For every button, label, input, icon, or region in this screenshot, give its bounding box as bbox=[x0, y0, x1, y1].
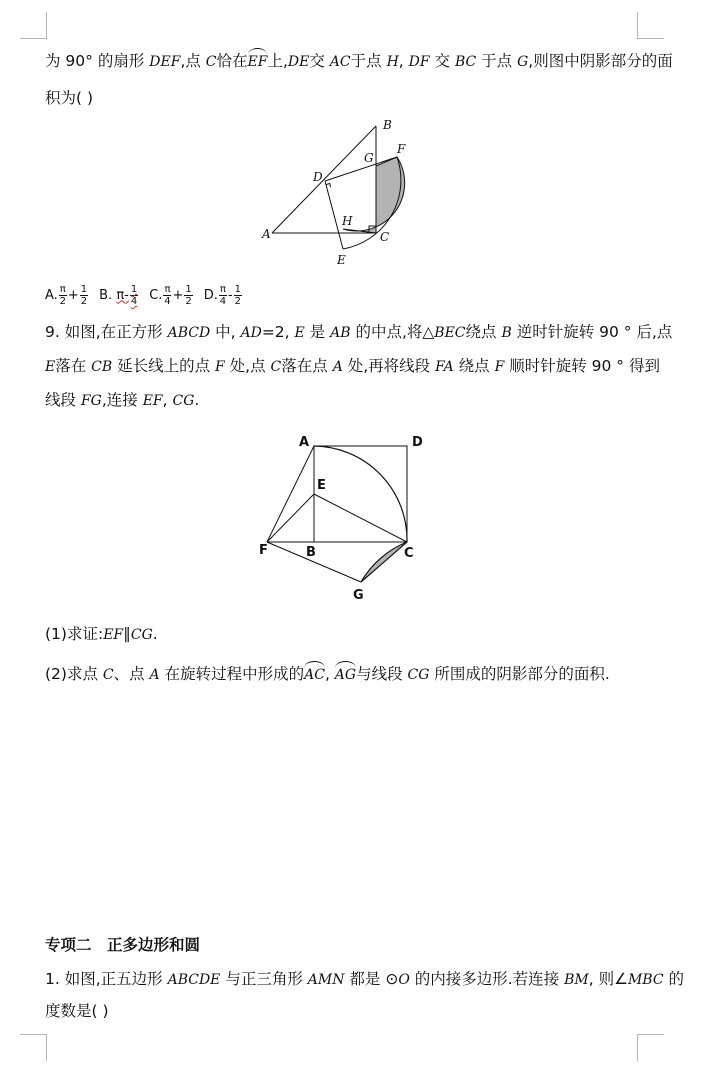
problem-9-line-2 bbox=[45, 355, 660, 378]
arc-notation: AG bbox=[335, 664, 356, 686]
segment-ec bbox=[314, 494, 407, 542]
math-var: AMN bbox=[307, 972, 345, 988]
text: , 则∠ bbox=[588, 970, 628, 988]
square-abcd bbox=[314, 446, 407, 542]
choice-d[interactable] bbox=[204, 284, 243, 307]
text: 处,再将线段 bbox=[342, 357, 436, 375]
math-var: C bbox=[205, 54, 217, 70]
fraction: $\frac{1}{2}$ bbox=[234, 284, 242, 307]
label-e: E bbox=[317, 478, 326, 493]
label-f: F bbox=[397, 142, 406, 156]
label-h: H bbox=[342, 214, 353, 228]
segment-ef bbox=[267, 494, 314, 542]
operator: - bbox=[227, 287, 233, 303]
choice-b[interactable] bbox=[99, 284, 139, 307]
section-2-q1-line-1 bbox=[45, 968, 684, 991]
fraction: $\frac{1}{2}$ bbox=[185, 284, 192, 307]
math-var: FA bbox=[435, 359, 454, 375]
choice-letter: B. bbox=[99, 287, 113, 303]
fraction: $\frac{1}{2}$ bbox=[80, 284, 88, 307]
math-var: EF bbox=[142, 393, 163, 409]
choice-b-expression: π- bbox=[116, 287, 129, 303]
choice-letter: A. bbox=[45, 287, 58, 303]
math-var: H bbox=[386, 54, 399, 70]
math-var: FG bbox=[80, 393, 102, 409]
math-var: O bbox=[398, 972, 410, 988]
label-b: B bbox=[383, 118, 392, 132]
math-var: EF bbox=[103, 627, 124, 643]
text: 逆时针旋转 90 ° 后,点 bbox=[511, 323, 673, 341]
text: 延长线上的点 bbox=[112, 357, 216, 375]
math-var: AB bbox=[330, 325, 351, 341]
text: , bbox=[398, 52, 409, 70]
segment-ab bbox=[272, 126, 376, 233]
math-var: CB bbox=[91, 359, 113, 375]
fraction: $\frac{\pi}{2}$ bbox=[59, 284, 66, 307]
text: ,连接 bbox=[101, 391, 143, 409]
label-g: G bbox=[353, 588, 364, 603]
choice-a[interactable] bbox=[45, 284, 89, 307]
math-var: AC bbox=[329, 54, 351, 70]
math-var: DE bbox=[287, 54, 310, 70]
operator: + bbox=[172, 287, 184, 303]
problem-9-part-1 bbox=[45, 623, 158, 646]
text: ,则图中阴影部分的面 bbox=[528, 52, 673, 70]
prev-problem-line-1 bbox=[45, 50, 673, 73]
label-a: A bbox=[262, 227, 271, 241]
math-var: F bbox=[494, 359, 505, 375]
text: 落在 bbox=[55, 357, 92, 375]
label-c: C bbox=[404, 546, 414, 561]
square-rotation-figure bbox=[255, 430, 430, 605]
label-d: D bbox=[412, 435, 423, 450]
text: 交 bbox=[309, 52, 330, 70]
text: 的中点,将△ bbox=[350, 323, 435, 341]
math-var: DEF bbox=[149, 54, 181, 70]
text: 是 bbox=[304, 323, 331, 341]
text: 交 bbox=[429, 52, 455, 70]
parallel-symbol: ∥ bbox=[123, 625, 131, 643]
problem-9-part-2 bbox=[45, 663, 610, 686]
choice-letter: C. bbox=[149, 287, 163, 303]
math-var: CG bbox=[407, 667, 430, 683]
text: (2)求点 bbox=[45, 665, 103, 683]
text: 顺时针旋转 90 ° 得到 bbox=[504, 357, 660, 375]
arc-notation: EF bbox=[248, 51, 268, 73]
text: . bbox=[152, 625, 158, 643]
text: =2, bbox=[261, 323, 295, 341]
math-var: CG bbox=[130, 627, 153, 643]
label-g: G bbox=[364, 151, 374, 165]
shaded-region-outline bbox=[314, 446, 407, 582]
text: 处,点 bbox=[224, 357, 271, 375]
segment-de bbox=[325, 181, 343, 249]
text: 绕点 bbox=[465, 323, 502, 341]
page-corner-bottom-right bbox=[637, 1034, 664, 1061]
label-b: B bbox=[306, 545, 316, 560]
text: , bbox=[324, 665, 335, 683]
prev-problem-line-2: 积为( ) bbox=[45, 89, 94, 107]
operator: + bbox=[67, 287, 79, 303]
math-var: BEC bbox=[434, 325, 466, 341]
text: 于点 bbox=[350, 52, 387, 70]
segment-fa bbox=[267, 446, 314, 542]
math-var: C bbox=[102, 667, 114, 683]
text: 所围成的阴影部分的面积. bbox=[429, 665, 610, 683]
text: 中, bbox=[210, 323, 241, 341]
math-var: CG bbox=[172, 393, 195, 409]
text: 上, bbox=[267, 52, 288, 70]
choice-c[interactable] bbox=[149, 284, 194, 307]
math-var: ABCD bbox=[167, 325, 211, 341]
text: 落在点 bbox=[281, 357, 333, 375]
answer-choices bbox=[45, 284, 253, 307]
text: 恰在 bbox=[216, 52, 248, 70]
text: 与线段 bbox=[356, 665, 408, 683]
math-var: E bbox=[294, 325, 305, 341]
text: , bbox=[162, 391, 173, 409]
math-var: AD bbox=[240, 325, 262, 341]
text: 线段 bbox=[45, 391, 81, 409]
page-corner-top-left bbox=[20, 12, 47, 39]
text: 在旋转过程中形成的 bbox=[159, 665, 305, 683]
label-c: C bbox=[380, 230, 390, 244]
math-var: E bbox=[45, 359, 56, 375]
problem-9-line-3 bbox=[45, 389, 199, 412]
section-title: 专项二 正多边形和圆 bbox=[45, 936, 201, 954]
sector-figure bbox=[255, 115, 425, 270]
math-var: DF bbox=[408, 54, 430, 70]
text: 为 90° 的扇形 bbox=[45, 52, 150, 70]
text: 于点 bbox=[476, 52, 518, 70]
text: 都是 ⊙ bbox=[344, 970, 399, 988]
fraction: $\frac{\pi}{4}$ bbox=[219, 284, 227, 307]
shaded-region bbox=[314, 446, 407, 582]
math-var: F bbox=[215, 359, 225, 375]
page-corner-bottom-left bbox=[20, 1034, 47, 1061]
text: (1)求证: bbox=[45, 625, 104, 643]
text: 的内接多边形.若连接 bbox=[409, 970, 565, 988]
text: 9. 如图,在正方形 bbox=[45, 323, 168, 341]
fraction: $\frac{\pi}{4}$ bbox=[164, 284, 171, 307]
page-corner-top-right bbox=[637, 12, 664, 39]
text: 绕点 bbox=[453, 357, 495, 375]
math-var: C bbox=[270, 359, 282, 375]
label-d: D bbox=[313, 170, 323, 184]
math-var: BC bbox=[454, 54, 477, 70]
math-var: G bbox=[517, 54, 529, 70]
label-f: F bbox=[259, 543, 268, 558]
section-2-q1-line-2: 度数是( ) bbox=[45, 1002, 109, 1020]
text: . bbox=[194, 391, 200, 409]
fraction: $\frac{1}{4}$ bbox=[130, 284, 138, 307]
text: 1. 如图,正五边形 bbox=[45, 970, 168, 988]
math-var: MBC bbox=[627, 972, 664, 988]
math-var: A bbox=[149, 667, 160, 683]
text: 、点 bbox=[113, 665, 150, 683]
text: ,点 bbox=[180, 52, 206, 70]
choice-letter: D. bbox=[203, 287, 218, 303]
math-var: B bbox=[501, 325, 512, 341]
math-var: BM bbox=[564, 972, 589, 988]
text: 的 bbox=[663, 970, 685, 988]
text: 与正三角形 bbox=[220, 970, 308, 988]
problem-9-line-1 bbox=[45, 321, 672, 344]
arc-notation: AC bbox=[304, 664, 325, 686]
math-var: A bbox=[332, 359, 343, 375]
math-var: ABCDE bbox=[167, 972, 221, 988]
label-e: E bbox=[337, 253, 346, 267]
label-a: A bbox=[299, 435, 310, 450]
